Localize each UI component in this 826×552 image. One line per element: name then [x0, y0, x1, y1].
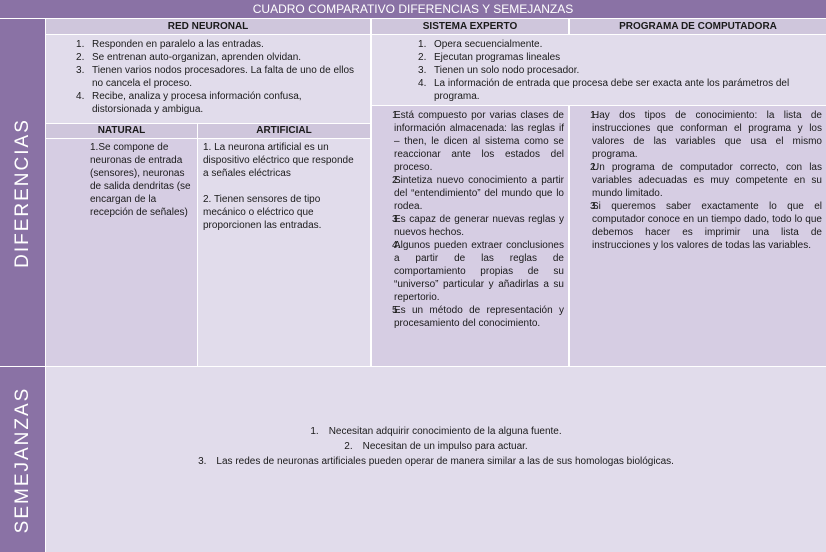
list-item: Algunos pueden extraer conclusiones a partir de las reglas de comportamiento propias de su “universo” particular y añadirlas a su repertorio. — [394, 240, 564, 303]
programa-list — [578, 109, 822, 252]
list-item: Hay dos tipos de conocimiento: la lista de instrucciones que conforman el programa y los valores de las variables que usa el mismo programa. — [592, 110, 822, 160]
natural-text: 1.Se compone de neuronas de entrada (sensores), neuronas de salida dendritas (se encargan de la recepción de señales) — [90, 142, 191, 218]
header-artificial: ARTIFICIAL — [198, 124, 370, 138]
list-item: Necesitan adquirir conocimiento de la alguna fuente. — [328, 426, 562, 437]
header-programa: PROGRAMA DE COMPUTADORA — [570, 19, 826, 34]
header-natural: NATURAL — [46, 124, 197, 138]
artificial-text-2: 2. Tienen sensores de tipo mecánico o eléctrico que proporcionen las entradas. — [203, 194, 322, 231]
list-item: Responden en paralelo a las entradas. — [92, 39, 264, 50]
sistema-experto-cell — [372, 106, 568, 366]
list-item: Las redes de neuronas artificiales pueden operar de manera similar a las de sus homologas biológicas. — [216, 456, 674, 467]
artificial-cell — [198, 139, 370, 366]
list-item: Está compuesto por varias clases de información almacenada: las reglas if – then, le dicen al sistema como se reaccionar ante los estados del proceso. — [394, 110, 564, 173]
list-item: Sintetiza nuevo conocimiento a partir del “entendimiento” del mundo que lo rodea. — [394, 175, 564, 212]
similarities-section — [0, 367, 45, 552]
header-sistema-experto: SISTEMA EXPERTO — [372, 19, 568, 34]
similarities-label: SEMEJANZAS — [11, 386, 33, 533]
list-item: Tienen varios nodos procesadores. La falta de uno de ellos no cancela el proceso. — [92, 65, 355, 89]
list-item: Se entrenan auto-organizan, aprenden olvidan. — [92, 52, 302, 63]
shared-cell — [372, 35, 826, 105]
list-item: Tienen un solo nodo procesador. — [434, 65, 580, 76]
red-neuronal-list — [64, 38, 358, 116]
list-item: La información de entrada que procesa debe ser exacta ante los parámetros del programa. — [434, 78, 790, 102]
list-item: Necesitan de un impulso para actuar. — [362, 441, 528, 452]
shared-list — [406, 38, 816, 103]
list-item: Ejecutan programas lineales — [434, 52, 561, 63]
red-neuronal-cell — [46, 35, 370, 123]
similarities-cell — [46, 367, 826, 552]
list-item: Un programa de computador correcto, con las variables adecuadas es muy competente en su mundo limitado. — [592, 162, 822, 199]
list-item: Recibe, analiza y procesa información confusa, distorsionada y ambigua. — [92, 91, 302, 115]
natural-cell — [46, 139, 197, 366]
differences-label: DIFERENCIAS — [11, 117, 33, 268]
list-item: Opera secuencialmente. — [434, 39, 543, 50]
sistema-experto-list — [380, 109, 564, 330]
differences-section — [0, 19, 45, 366]
list-item: Si queremos saber exactamente lo que el computador conoce en un tiempo dado, todo lo que debemos hacer es imprimir una lista de instrucciones y los valores de todas las variables. — [592, 201, 822, 251]
list-item: Es capaz de generar nuevas reglas y nuevos hechos. — [394, 214, 564, 238]
table-title: CUADRO COMPARATIVO DIFERENCIAS Y SEMEJANZAS — [0, 0, 826, 18]
programa-cell — [570, 106, 826, 366]
list-item: Es un método de representación y procesamiento del conocimiento. — [394, 305, 564, 329]
artificial-text-1: 1. La neurona artificial es un dispositivo eléctrico que responde a señales eléctricas — [203, 142, 354, 179]
header-red-neuronal: RED NEURONAL — [46, 19, 370, 34]
similarities-list — [46, 424, 826, 469]
